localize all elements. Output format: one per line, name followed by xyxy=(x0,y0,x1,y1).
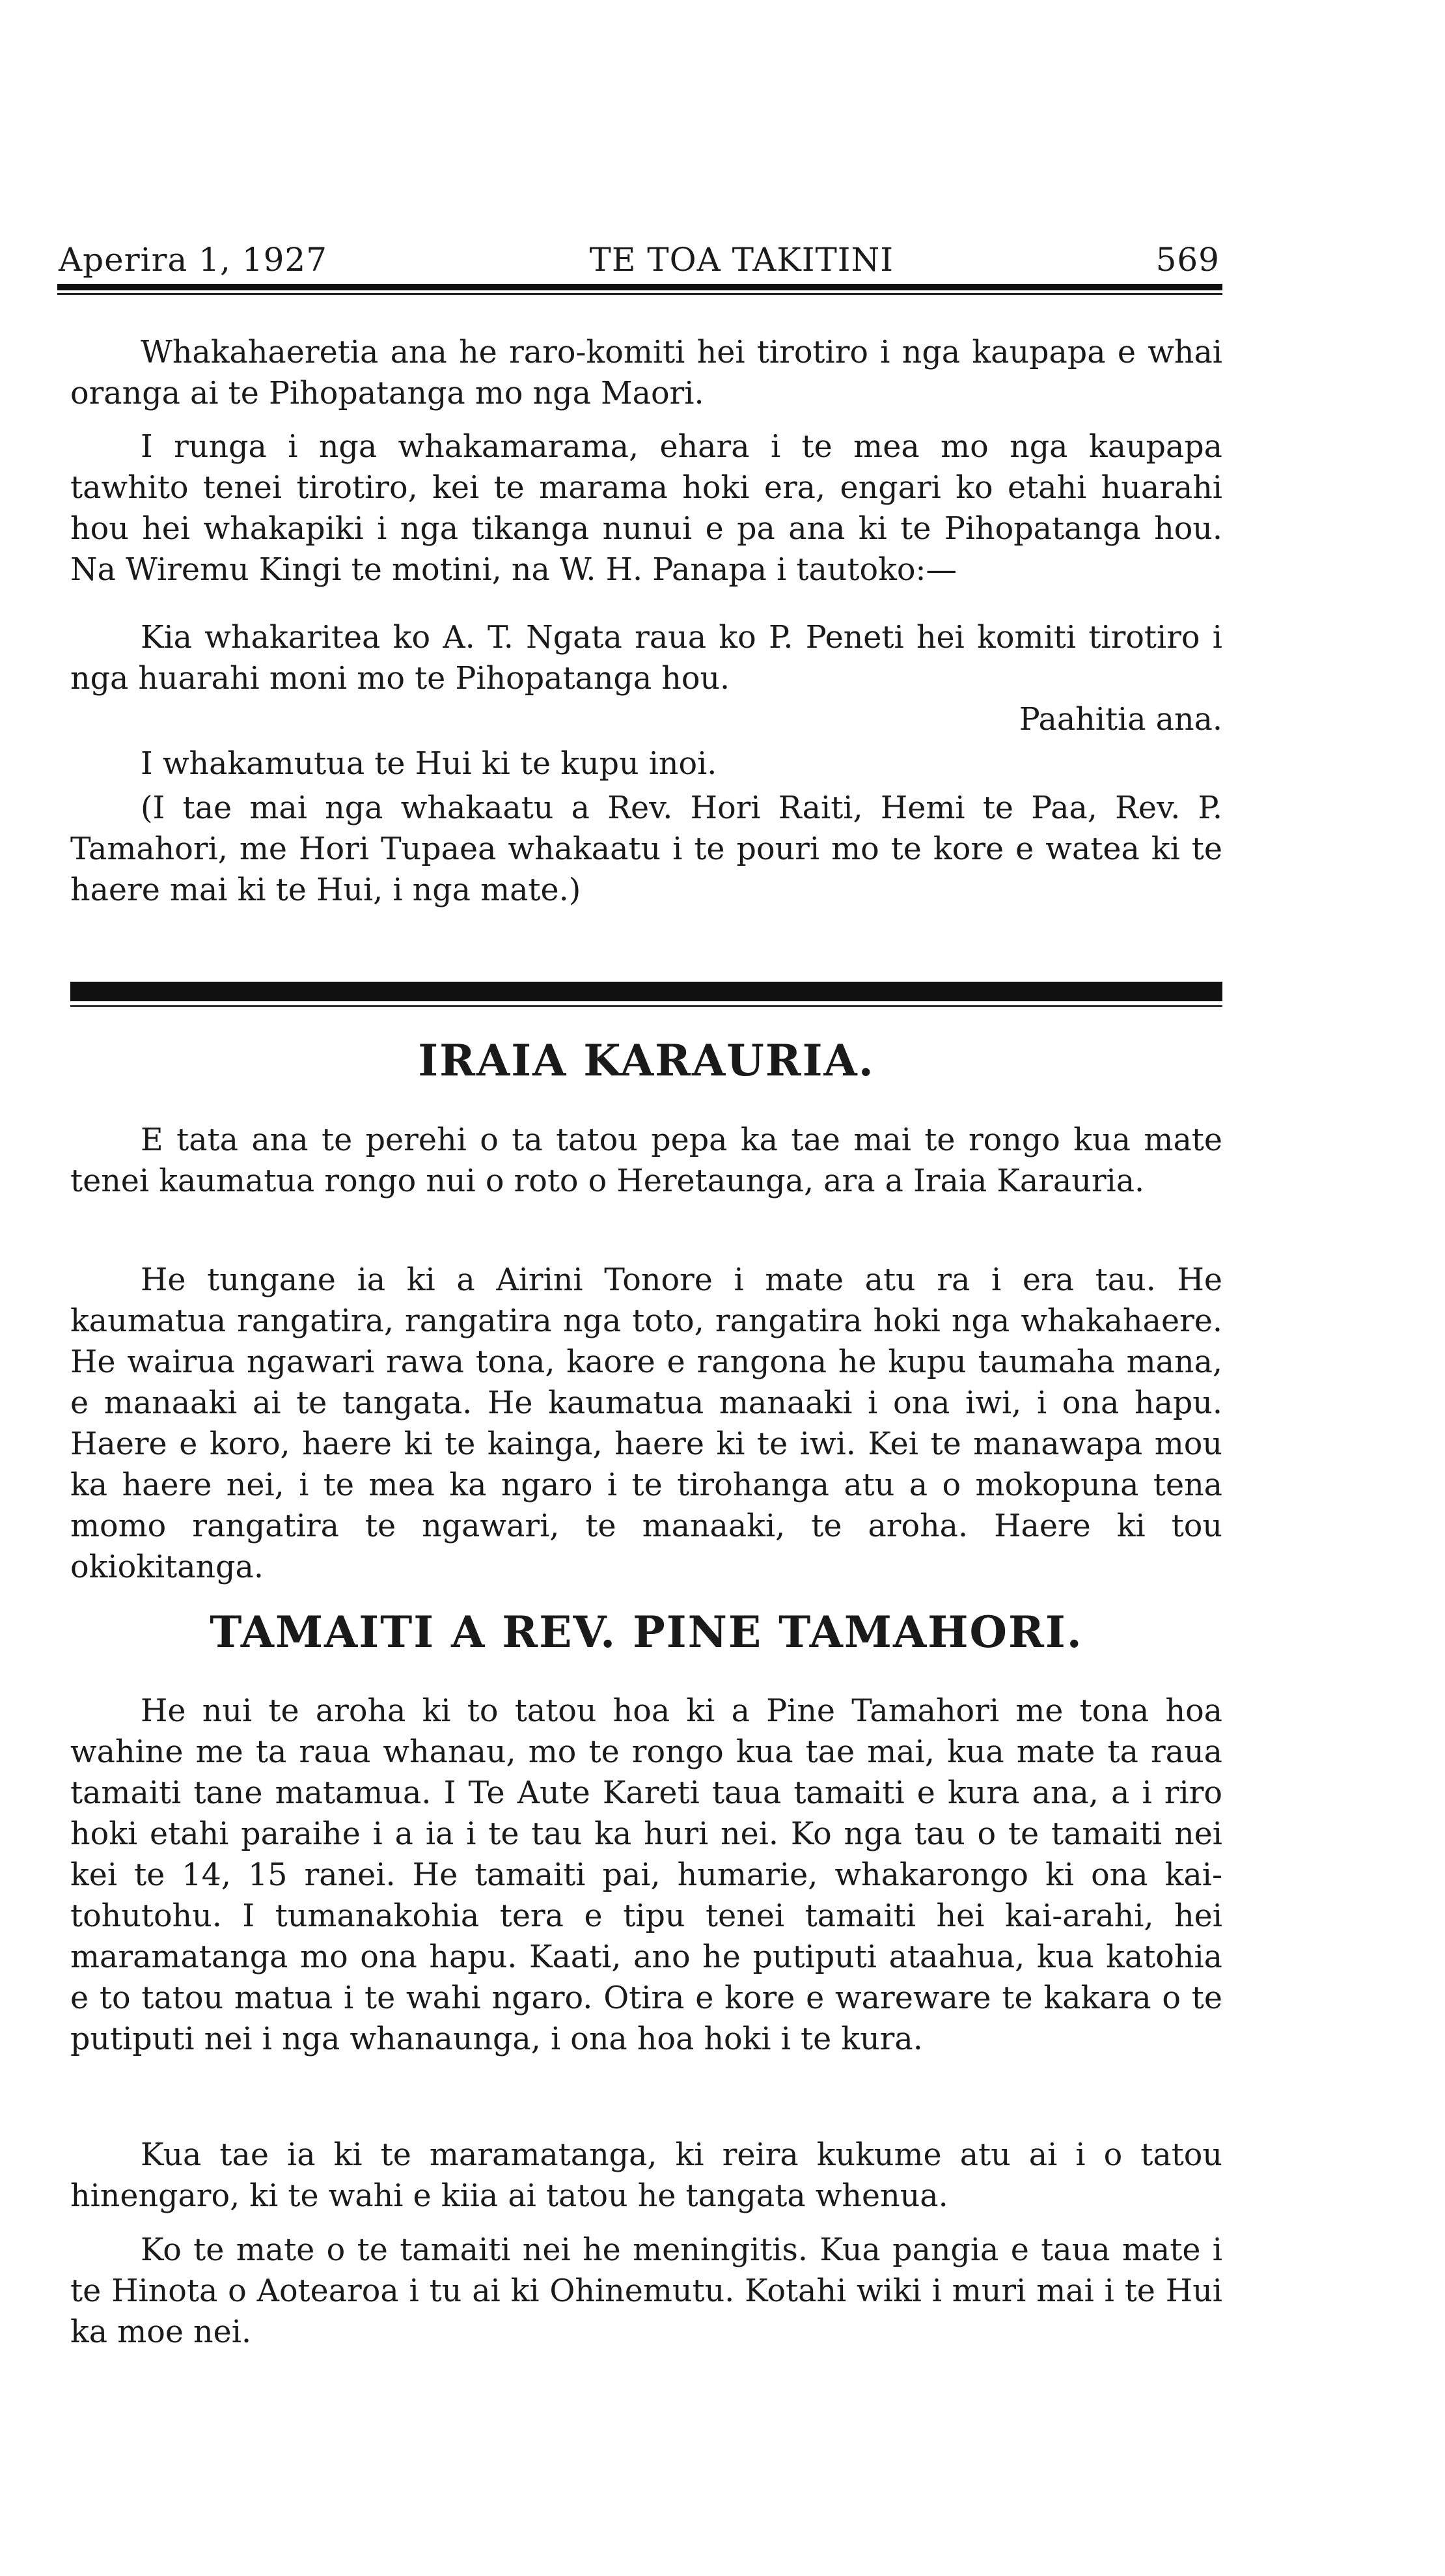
section-divider xyxy=(70,982,1222,1001)
section-heading-iraia-karauria: IRAIA KARAURIA. xyxy=(418,1035,875,1086)
page-header xyxy=(59,233,1220,279)
opening-paragraph-5: (I tae mai nga whakaatu a Rev. Hori Raiti, Hemi te Paa, Rev. P. Tamahori, me Hori Tupaea whakaatu i te pouri mo te kore e watea ki te haere mai ki te Hui, i nga mate.) xyxy=(70,790,1222,908)
opening-paragraph-4: I whakamutua te Hui ki te kupu inoi. xyxy=(141,746,717,782)
section2-paragraph-2: Kua tae ia ki te maramatanga, ki reira kukume atu ai i o tatou hinengaro, ki te wahi e kiia ai tatou he tangata whenua. xyxy=(70,2137,1222,2214)
opening-paragraph-3: Kia whakaritea ko A. T. Ngata raua ko P. Peneti hei komiti tirotiro i nga huarahi moni mo te Pihopatanga hou. xyxy=(70,620,1222,697)
header-rule-thin xyxy=(57,293,1222,295)
section-heading-tamaiti: TAMAITI A REV. PINE TAMAHORI. xyxy=(210,1607,1083,1657)
header-rule xyxy=(57,284,1222,290)
section1-paragraph-1: E tata ana te perehi o ta tatou pepa ka tae mai te rongo kua mate tenei kaumatua rongo nui o roto o Heretaunga, ara a Iraia Karauria. xyxy=(70,1122,1222,1199)
motion-status: Paahitia ana. xyxy=(1019,702,1222,738)
header-page-number: 569 xyxy=(1155,241,1220,279)
section1-paragraph-2: He tungane ia ki a Airini Tonore i mate atu ra i era tau. He kaumatua rangatira, rangatira nga toto, rangatira hoki nga whakahaere. He wairua ngawari rawa tona, kaore e rangona he kupu taumaha mana, e manaaki ai te tangata. He kaumatua manaaki i ona iwi, i ona hapu. Haere e koro, haere ki te kainga, haere ki te iwi. Kei te manawapa mou ka haere nei, i te mea ka ngaro i te tirohanga atu a o mokopuna tena momo rangatira te ngawari, te manaaki, te aroha. Haere ki tou okiokitanga. xyxy=(70,1262,1222,1585)
opening-paragraph-2: I runga i nga whakamarama, ehara i te mea mo nga kaupapa tawhito tenei tirotiro, kei te marama hoki era, engari ko etahi huarahi hou hei whakapiki i nga tikanga nunui e pa ana ki te Pihopatanga hou. Na Wiremu Kingi te motini, na W. H. Panapa i tautoko:— xyxy=(70,429,1222,588)
header-title: TE TOA TAKITINI xyxy=(589,241,894,279)
section2-paragraph-1: He nui te aroha ki to tatou hoa ki a Pine Tamahori me tona hoa wahine me ta raua whanau, mo te rongo kua tae mai, kua mate ta raua tamaiti tane matamua. I Te Aute Kareti taua tamaiti e kura ana, a i riro hoki etahi paraihe i a ia i te tau ka huri nei. Ko nga tau o te tamaiti nei kei te 14, 15 ranei. He tamaiti pai, humarie, whakarongo ki ona kai-tohutohu. I tumanakohia tera e tipu tenei tamaiti hei kai-arahi, hei maramatanga mo ona hapu. Kaati, ano he putiputi ataahua, kua katohia e to tatou matua i te wahi ngaro. Otira e kore e wareware te kakara o te putiputi nei i nga whanaunga, i ona hoa hoki i te kura. xyxy=(70,1693,1222,2057)
header-date: Aperira 1, 1927 xyxy=(59,241,328,279)
opening-paragraph-1: Whakahaeretia ana he raro-komiti hei tirotiro i nga kaupapa e whai oranga ai te Pihopatanga mo nga Maori. xyxy=(70,335,1222,411)
section2-paragraph-3: Ko te mate o te tamaiti nei he meningitis. Kua pangia e taua mate i te Hinota o Aotearoa i tu ai ki Ohinemutu. Kotahi wiki i muri mai i te Hui ka moe nei. xyxy=(70,2232,1222,2350)
